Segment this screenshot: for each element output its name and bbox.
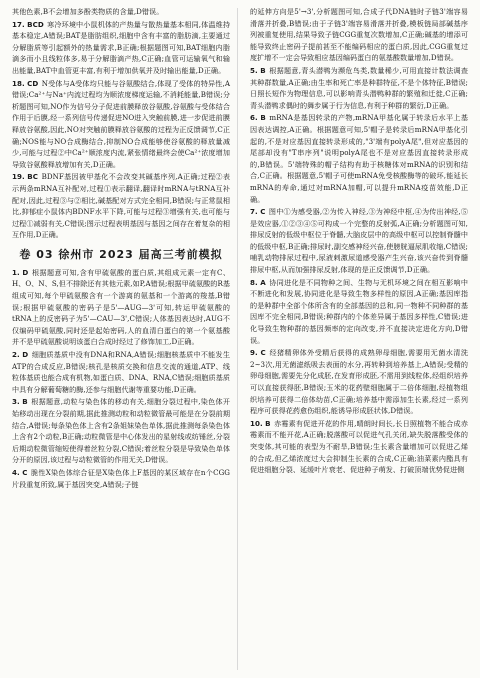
answer-letters: B (22, 397, 28, 407)
answer-paragraph (12, 267, 230, 348)
answer-paragraph (12, 467, 230, 490)
question-number: 6. (250, 113, 258, 123)
answer-letters: CD (27, 78, 39, 88)
answer-letters: C (22, 467, 28, 477)
paragraph-text: 赤霉素有促进开花的作用,晴朗时间长,长日照植物不能合成赤霉素而不能开花,A正确;脱落酸可以促进气孔关闭,缺失脱落酸受体的突变体,其可能的表型为不耐旱,B错误;生长素含量增加可以促进乙烯的合成,但乙烯浓度过大会抑制生长素的合成,C正确;油菜素内酯具有促进细胞分裂、延缓叶片衰老、促进种子萌发、打破顶端优势促进侧 (250, 418, 468, 475)
question-number: 2. (12, 350, 20, 360)
column-divider (237, 8, 238, 670)
answer-paragraph (12, 171, 230, 241)
right-column (250, 6, 468, 489)
question-number: 5. (250, 65, 258, 75)
answer-paragraph (250, 477, 468, 489)
answer-letters: B (260, 65, 266, 75)
paragraph-text: 图中①为感受器,②为传入神经,③为神经中枢,④为传出神经,⑤是效应器,①②③④⑤可构成一个完整的反射弧,A正确;分析题图可知,排尿反射的低级中枢位于脊髓,大脑皮层中的高级中枢可以控制脊髓中的低级中枢,B正确;排尿时,副交感神经兴奋,使膀胱逼尿肌收缩,C错误;哺乳动物排尿过程中,尿液刺激尿道感受器产生兴奋,该兴奋传到脊髓排尿中枢,从而加强排尿反射,体现的是正反馈调节,D正确。 (250, 207, 468, 275)
answer-paragraph (250, 112, 468, 205)
paragraph-text: 寒冷环境中小鼠机体的产热量与散热量基本相同,体温维持基本稳定,A错误;BAT是脂肪组织,细胞中含有丰富的脂肪滴,主要通过分解脂质等引起额外的热量需求,B正确;根据题图可知,BAT细胞内脂滴多而小且线粒体多,易于分解脂滴产热,C正确;血管可运输氧气和输出能量,BAT中血管更丰富,有利于增加供氧并及时输出能量,D正确。 (12, 19, 230, 75)
answer-paragraph (12, 19, 230, 77)
paragraph-text: 根据题意可知,含有甲硫氨酸的蛋白质,其组成元素一定有C、H、O、N、S,但不排除还有其他元素,如P,A错误;根据甲硫氨酸的R基组成可知,每个甲硫氨酸含有一个游离的氨基和一个游离的羧基,B错误;根据甲硫氨酸的密码子是5'—AUG—3'可知,转运甲硫氨酸的tRNA上的反密码子为5'—CAU—3',C错误;人体基因表达时,AUG不仅编码甲硫氨酸,同时还是起始密码,人的血清白蛋白的第一个氨基酸并不是甲硫氨酸说明该蛋白合成时经过了修饰加工,D正确。 (12, 267, 230, 347)
paragraph-text: 的延伸方向是5'→3',分析题图可知,合成子代DNA链时子链3'端容易滑落并折叠,B错误;由于子链3'端容易滑落并折叠,模板链局部碱基序列被重复使用,结果导致子链CGG重复次数增加,C正确;碱基的增添可能导致终止密码子提前甚至不能编码相应的蛋白质,因此,CGG重复过度扩增不一定会导致相应基因编码蛋白的氨基酸数量增加,D错误。 (250, 7, 468, 63)
answer-letters: C (260, 207, 266, 217)
answer-paragraph (12, 78, 230, 171)
paragraph-text: 脆性X染色体综合征是X染色体上F基因的某区域存在n个CGG片段重复所致,属于基因突变,A错误;子链 (12, 467, 231, 489)
answer-letters: B (260, 113, 266, 123)
answer-letters: BCD (27, 19, 44, 29)
answer-paragraph (250, 347, 468, 417)
paragraph-text: 经猪精卵体外受精后获得的成熟卵母细胞,需要用无菌水清洗2~3次,用无菌滤纸吸去表面的水分,再转种到培养基上,A错误;受精的卵母细胞,需要先分化成胚,在发育形成胚,不需用到线粒体,经组织培养可以直接获得胚,B错误;玉米的花药壁细胞属于二倍体细胞,经植物组织培养可获得二倍体幼苗,C正确;培养基中需添加生长素,经过一系列程序可获得花药愈伤组织,能诱导形成胚状体,D错误。 (250, 348, 468, 416)
question-number: 19. (12, 172, 25, 182)
question-number: 8. (250, 277, 258, 287)
answer-paragraph (250, 65, 468, 111)
answer-letters: D (22, 350, 29, 360)
question-number: 4. (12, 467, 20, 477)
answer-paragraph (250, 277, 468, 347)
question-number: 18. (12, 78, 25, 88)
answer-paragraph (12, 396, 230, 466)
answer-letters: BC (27, 172, 39, 182)
left-block-a (12, 6, 230, 241)
answer-paragraph (250, 418, 468, 476)
section-title: 卷 03 徐州市 2023 届高三考前模拟 (19, 247, 223, 261)
question-number: 9. (250, 348, 258, 358)
paragraph-text: 根据题意,动粒与染色体的移动有关,细胞分裂过程中,染色体开始移动出现在分裂前期,据此推测动粒和动粒微管最可能是在分裂前期结合,A错误;每条染色体上含有2条姐妹染色单体,据此推测每条染色体上含有2个动粒,B正确;动粒微管是中心体发出的星射线或纺锤丝,分裂后期动粒微管缩短使得着丝粒分裂,C错误;着丝粒分裂是导致染色单体分开的原因,该过程与动粒微管的作用无关,D错误。 (12, 397, 230, 465)
answer-letters: C (260, 348, 266, 358)
answer-paragraph (12, 349, 230, 395)
answer-letters: D (22, 267, 29, 277)
paragraph-text: 细胞质基质中没有DNA和RNA,A错误;细胞核基质中不能发生ATP的合成反应,B错误;核孔是核质交换和信息交流的通道,ATP、线粒体基质也能合成有机物,如蛋白质、DNA、RNA,C错误;细胞质基质中具有分解葡萄糖的酶,还参与细胞代谢等重要功能,D正确。 (12, 350, 230, 394)
left-column (12, 6, 230, 491)
question-number: 1. (12, 267, 20, 277)
answer-paragraph (12, 6, 230, 18)
paragraph-text: mRNA是基因转录的产物,mRNA甲基化属于转录后水平上基因表达调控,A正确。根据题意可知,5'帽子是转录后mRNA甲基化引起的,不是对应基因直接转录形成的,"3'端有polyA尾",但对应基因的尾部却没有"T串序列"说明polyA尾也不是对应基因直接转录形成的,B错误。5'端特殊的帽子结构有助于核糖体对mRNA的识别和结合,C正确。根据题意,5'帽子可使mRNA免受核酸酶等的破坏,能延长mRNA的寿命,通过对mRNA加帽,可以提升mRNA疫苗效能,D正确。 (250, 113, 469, 204)
question-number: 17. (12, 19, 25, 29)
answer-letters: B (265, 418, 271, 428)
paragraph-text: 协同进化是不同物种之间、生物与无机环境之间在相互影响中不断进化和发展,协同进化是导致生物多样性的原因,A正确;基因库指的是种群中全部个体所含有的全部基因的总和,同一物种不同种群的基因库不完全相同,B错误;种群内的个体差异属于基因多样性,C错误;进化导致生物种群的基因频率的定向改变,并不直接决定进化方向,D错误。 (250, 277, 468, 345)
answer-paragraph (250, 206, 468, 276)
question-number: 3. (12, 397, 20, 407)
paragraph-text: N受体与A受体均只能与谷氨酸结合,体现了受体的特异性,A错误;Ca²⁺与Na⁺内流过程均为顺浓度梯度运输,不消耗能量,B错误;分析题图可知,NO作为信号分子促进前膜释放谷氨酸,谷氨酸与受体结合作用于后膜,经一系列信号传递促进NO进入突触前膜,进一步促进前膜释放谷氨酸,因此,NO对突触前膜释放谷氨酸的过程为正反馈调节,C正确;NOS能与NO合成酶结合,抑制NO合成能够使谷氨酸的释放量减少,可能与过程②中Ca²⁺顺浓度内流,紧张情绪最终会使Ca²⁺浓度增加导致谷氨酸释放增加有关,D正确。 (12, 78, 230, 169)
paragraph-text: BDNF基因被甲基化不会改变其碱基序列,A正确;过程②表示两条mRNA互补配对,过程①表示翻译,翻译时mRNA与tRNA互补配对,因此,过程③与②相比,碱基配对方式完全相同,B错误;与正常鼠相比,抑郁症小鼠体内BDNF水平下降,可能与过程③增强有关,也可能与过程①减弱有关,C错误;图示过程表明基因与基因之间存在着复杂的相互作用,D正确。 (12, 172, 230, 240)
left-block-b (12, 267, 230, 490)
answer-paragraph (250, 6, 468, 64)
question-number: 10. (250, 418, 263, 428)
paragraph-text: 根据题意,青头潜鸭为濒危鸟类,数量稀少,可用直接计数法调查其种群数量,A正确;由生率和死亡率是种群特征,不是个体特征,B错误;日照长短作为物理信息,可以影响青头潜鸭种群的繁殖和迁徙,C正确;青头潜鸭求偶时的舞步属于行为信息,有利于种群的繁衍,D正确。 (250, 65, 468, 110)
paragraph-text: 其他色素,B不会增加多酚类物质的含量,D错误。 (12, 7, 164, 16)
answer-letters: A (260, 277, 266, 287)
question-number: 7. (250, 207, 258, 217)
